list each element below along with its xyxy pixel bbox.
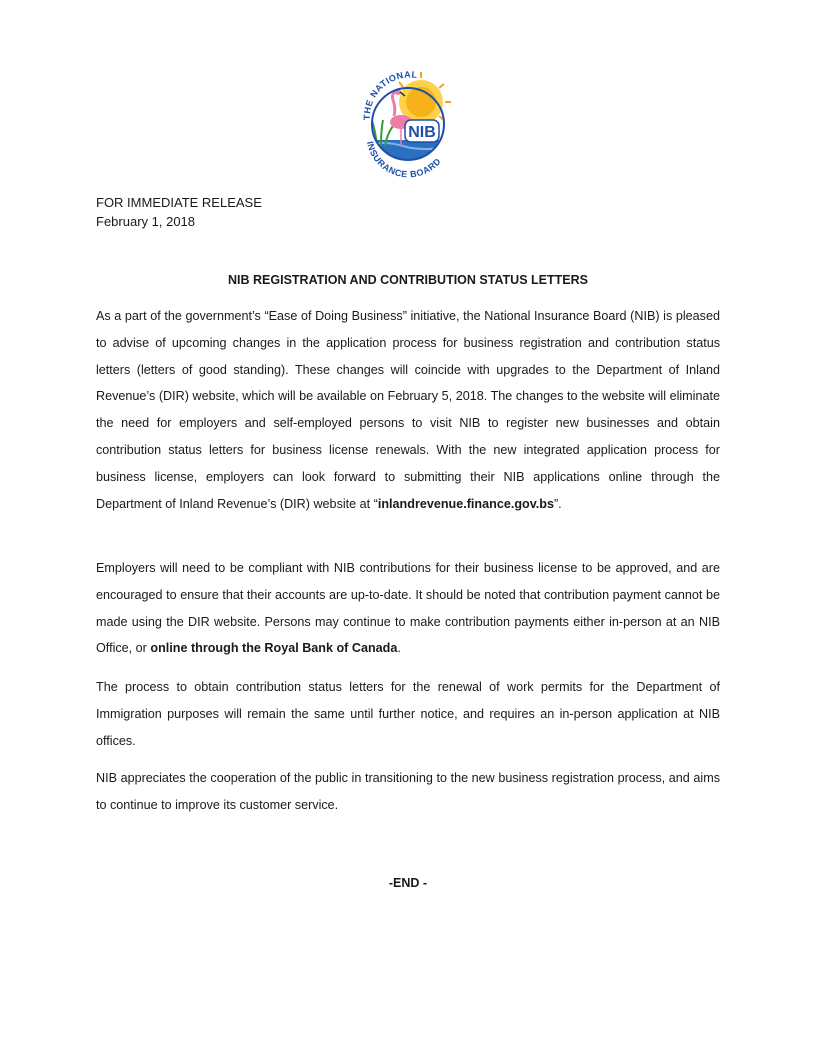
logo-bottom-text: INSURANCE BOARD <box>365 140 443 180</box>
paragraph-1-end: ”. <box>553 496 562 511</box>
paragraph-2-text: Employers will need to be compliant with NIB contributions for their business license to be approved, and are encouraged to ensure that their accounts are up-to-date. It should be noted that contribution payment cannot be made using the DIR website. Persons may continue to make contribution payments either in-person at an NIB Office, or <box>96 561 720 656</box>
paragraph-2 <box>96 555 720 662</box>
website-link: inlandrevenue.finance.gov.bs <box>377 496 554 511</box>
nib-logo <box>353 62 465 184</box>
release-header <box>96 193 262 231</box>
end-marker: -END - <box>388 876 428 890</box>
document-title: NIB REGISTRATION AND CONTRIBUTION STATUS LETTERS <box>228 273 588 287</box>
royal-bank-text: online through the Royal Bank of Canada <box>150 641 398 656</box>
nib-badge <box>405 120 439 142</box>
paragraph-1 <box>96 303 720 517</box>
paragraph-4: NIB appreciates the cooperation of the public in transitioning to the new business registration process, and aims to continue to improve its customer service. <box>96 771 720 812</box>
release-label: FOR IMMEDIATE RELEASE <box>96 195 262 210</box>
release-date: February 1, 2018 <box>96 214 196 229</box>
paragraph-2-end: . <box>397 641 401 656</box>
paragraph-1-text: As a part of the government’s “Ease of Doing Business” initiative, the National Insurance Board (NIB) is pleased to advise of upcoming changes in the application process for business registration and contribution status letters (letters of good standing). These changes will coincide with upgrades to the Department of Inland Revenue’s (DIR) website, which will be available on February 5, 2018. The changes to the website will eliminate the need for employers and self-employed persons to visit NIB to register new businesses and obtain contribution status letters for business license renewals. With the new integrated application process for business license, employers can look forward to submitting their NIB applications online through the Department of Inland Revenue’s (DIR) website at “ <box>96 309 720 511</box>
svg-text:NIB: NIB <box>408 124 436 141</box>
logo-top-text: THE NATIONAL <box>361 69 419 121</box>
paragraph-3: The process to obtain contribution status letters for the renewal of work permits for the Department of Immigration purposes will remain the same until further notice, and requires an in-person application at NIB offices. <box>96 680 720 748</box>
